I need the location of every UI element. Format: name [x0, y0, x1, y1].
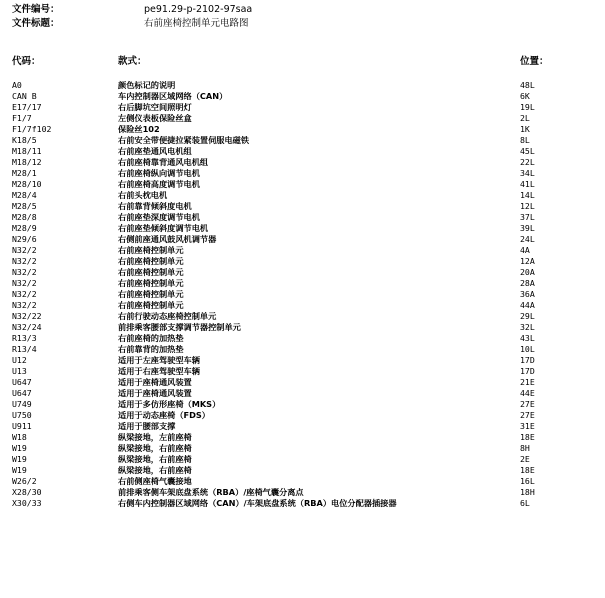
row-description: 右前座椅控制单元	[118, 245, 184, 255]
row-description: 右前靠背倾斜度电机	[118, 201, 192, 211]
row-position: 28A	[520, 278, 535, 288]
row-code: N32/2	[12, 289, 37, 299]
column-header-code: 代码：	[12, 56, 41, 67]
table-row	[0, 267, 605, 278]
row-position: 45L	[520, 146, 535, 156]
table-row	[0, 256, 605, 267]
row-code: M28/8	[12, 212, 37, 222]
row-code: R13/3	[12, 333, 37, 343]
row-position: 39L	[520, 223, 535, 233]
row-code: U12	[12, 355, 27, 365]
row-code: M28/4	[12, 190, 37, 200]
row-description: 纵梁接地，右前座椅	[118, 443, 192, 453]
doc-number-value: pe91.29-p-2102-97saa	[144, 4, 253, 15]
row-description: 纵梁接地，右前座椅	[118, 465, 192, 475]
row-description: 右前座垫深度调节电机	[118, 212, 200, 222]
row-code: M18/12	[12, 157, 42, 167]
table-row	[0, 410, 605, 421]
row-code: F1/7	[12, 113, 32, 123]
row-code: W18	[12, 432, 27, 442]
table-row	[0, 124, 605, 135]
row-code: W19	[12, 454, 27, 464]
row-description: 右前座椅控制单元	[118, 256, 184, 266]
table-row	[0, 498, 605, 509]
row-description: 适用于多仿形座椅（MKS）	[118, 399, 221, 409]
row-position: 20A	[520, 267, 535, 277]
row-code: E17/17	[12, 102, 42, 112]
table-row	[0, 146, 605, 157]
row-description: 左侧仪表板保险丝盒	[118, 113, 192, 123]
row-code: A0	[12, 80, 22, 90]
table-row	[0, 322, 605, 333]
table-row	[0, 377, 605, 388]
row-code: N32/2	[12, 245, 37, 255]
table-row	[0, 113, 605, 124]
row-position: 2E	[520, 454, 530, 464]
row-description: 右前座椅控制单元	[118, 289, 184, 299]
table-row	[0, 223, 605, 234]
row-code: N29/6	[12, 234, 37, 244]
row-position: 12L	[520, 201, 535, 211]
row-position: 6K	[520, 91, 530, 101]
row-position: 22L	[520, 157, 535, 167]
table-row	[0, 80, 605, 91]
row-description: 适用于右座驾驶型车辆	[118, 366, 200, 376]
row-code: N32/22	[12, 311, 42, 321]
table-row	[0, 212, 605, 223]
table-row	[0, 465, 605, 476]
table-row	[0, 421, 605, 432]
table-row	[0, 388, 605, 399]
table-row	[0, 344, 605, 355]
table-row	[0, 234, 605, 245]
row-position: 29L	[520, 311, 535, 321]
row-code: M28/9	[12, 223, 37, 233]
row-description: 右前座椅的加热垫	[118, 333, 184, 343]
row-code: N32/24	[12, 322, 42, 332]
row-description: 右前座椅控制单元	[118, 267, 184, 277]
row-position: 31E	[520, 421, 535, 431]
table-header	[0, 55, 605, 69]
table-row	[0, 289, 605, 300]
row-description: 右后脚坑空间照明灯	[118, 102, 192, 112]
row-description: 前排乘客侧车架底盘系统（RBA）/座椅气囊分离点	[118, 487, 304, 497]
row-position: 18E	[520, 432, 535, 442]
row-code: CAN B	[12, 91, 37, 101]
row-description: 右前座椅控制单元	[118, 300, 184, 310]
row-position: 27E	[520, 410, 535, 420]
row-description: 右前侧座椅气囊接地	[118, 476, 192, 486]
row-position: 21E	[520, 377, 535, 387]
row-description: 纵梁接地，左前座椅	[118, 432, 192, 442]
row-code: W26/2	[12, 476, 37, 486]
row-description: 右前头枕电机	[118, 190, 168, 200]
row-description: 右侧前座通风鼓风机调节器	[118, 234, 217, 244]
table-row	[0, 168, 605, 179]
row-position: 43L	[520, 333, 535, 343]
row-description: 右前靠背的加热垫	[118, 344, 184, 354]
table-row	[0, 476, 605, 487]
row-code: K18/5	[12, 135, 37, 145]
table-row	[0, 190, 605, 201]
row-code: N32/2	[12, 256, 37, 266]
column-header-description: 款式：	[118, 56, 147, 67]
row-position: 37L	[520, 212, 535, 222]
row-position: 24L	[520, 234, 535, 244]
row-position: 17D	[520, 366, 535, 376]
table-row	[0, 311, 605, 322]
table-row	[0, 487, 605, 498]
table-row	[0, 201, 605, 212]
doc-number-label: 文件编号：	[12, 4, 60, 15]
row-description: 纵梁接地，右前座椅	[118, 454, 192, 464]
row-position: 48L	[520, 80, 535, 90]
row-position: 8L	[520, 135, 530, 145]
row-position: 41L	[520, 179, 535, 189]
row-description: 车内控制器区域网络（CAN）	[118, 91, 228, 101]
row-position: 27E	[520, 399, 535, 409]
table-row	[0, 135, 605, 146]
row-description: 右前座垫倾斜度调节电机	[118, 223, 209, 233]
row-description: 右前座椅靠背通风电机组	[118, 157, 209, 167]
row-description: 适用于腰部支撑	[118, 421, 176, 431]
table-row	[0, 300, 605, 311]
table-row	[0, 366, 605, 377]
row-position: 4A	[520, 245, 530, 255]
row-position: 2L	[520, 113, 530, 123]
table-row	[0, 157, 605, 168]
row-code: W19	[12, 443, 27, 453]
row-code: F1/7f102	[12, 124, 52, 134]
row-description: 右侧车内控制器区域网络（CAN）/车架底盘系统（RBA）电位分配器插接器	[118, 498, 397, 508]
row-description: 适用于动态座椅（FDS）	[118, 410, 210, 420]
row-position: 18E	[520, 465, 535, 475]
row-description: 右前行驶动态座椅控制单元	[118, 311, 217, 321]
column-header-position: 位置：	[520, 56, 549, 67]
row-position: 32L	[520, 322, 535, 332]
row-position: 44A	[520, 300, 535, 310]
row-description: 适用于左座驾驶型车辆	[118, 355, 200, 365]
row-code: M28/10	[12, 179, 42, 189]
row-code: X28/30	[12, 487, 42, 497]
table-row	[0, 91, 605, 102]
row-code: X30/33	[12, 498, 42, 508]
table-row	[0, 245, 605, 256]
row-code: U911	[12, 421, 32, 431]
row-position: 14L	[520, 190, 535, 200]
component-table	[0, 80, 605, 509]
row-position: 17D	[520, 355, 535, 365]
row-description: 适用于座椅通风装置	[118, 388, 192, 398]
row-code: U749	[12, 399, 32, 409]
row-description: 颜色标记的说明	[118, 80, 176, 90]
row-code: M28/5	[12, 201, 37, 211]
row-description: 右前座椅纵向调节电机	[118, 168, 200, 178]
row-position: 6L	[520, 498, 530, 508]
row-position: 19L	[520, 102, 535, 112]
row-code: M28/1	[12, 168, 37, 178]
row-position: 8H	[520, 443, 530, 453]
row-description: 右前座椅控制单元	[118, 278, 184, 288]
row-description: 右前座椅高度调节电机	[118, 179, 200, 189]
row-position: 44E	[520, 388, 535, 398]
row-code: U647	[12, 388, 32, 398]
row-description: 前排乘客腰部支撑调节器控制单元	[118, 322, 241, 332]
row-position: 34L	[520, 168, 535, 178]
table-row	[0, 102, 605, 113]
row-code: R13/4	[12, 344, 37, 354]
row-description: 右前座垫通风电机组	[118, 146, 192, 156]
table-row	[0, 278, 605, 289]
table-row	[0, 355, 605, 366]
row-position: 36A	[520, 289, 535, 299]
row-code: N32/2	[12, 300, 37, 310]
table-row	[0, 179, 605, 190]
row-code: W19	[12, 465, 27, 475]
row-description: 保险丝102	[118, 124, 160, 134]
table-row	[0, 432, 605, 443]
table-row	[0, 454, 605, 465]
doc-title-value: 右前座椅控制单元电路图	[144, 18, 249, 29]
row-code: N32/2	[12, 278, 37, 288]
row-position: 10L	[520, 344, 535, 354]
table-row	[0, 333, 605, 344]
row-description: 右前安全带便捷拉紧装置伺服电磁铁	[118, 135, 250, 145]
row-position: 16L	[520, 476, 535, 486]
row-code: U647	[12, 377, 32, 387]
table-row	[0, 399, 605, 410]
row-code: N32/2	[12, 267, 37, 277]
row-position: 12A	[520, 256, 535, 266]
row-code: M18/11	[12, 146, 42, 156]
row-position: 1K	[520, 124, 530, 134]
table-row	[0, 443, 605, 454]
row-description: 适用于座椅通风装置	[118, 377, 192, 387]
row-code: U750	[12, 410, 32, 420]
doc-title-label: 文件标题：	[12, 18, 60, 29]
row-code: U13	[12, 366, 27, 376]
row-position: 18H	[520, 487, 535, 497]
